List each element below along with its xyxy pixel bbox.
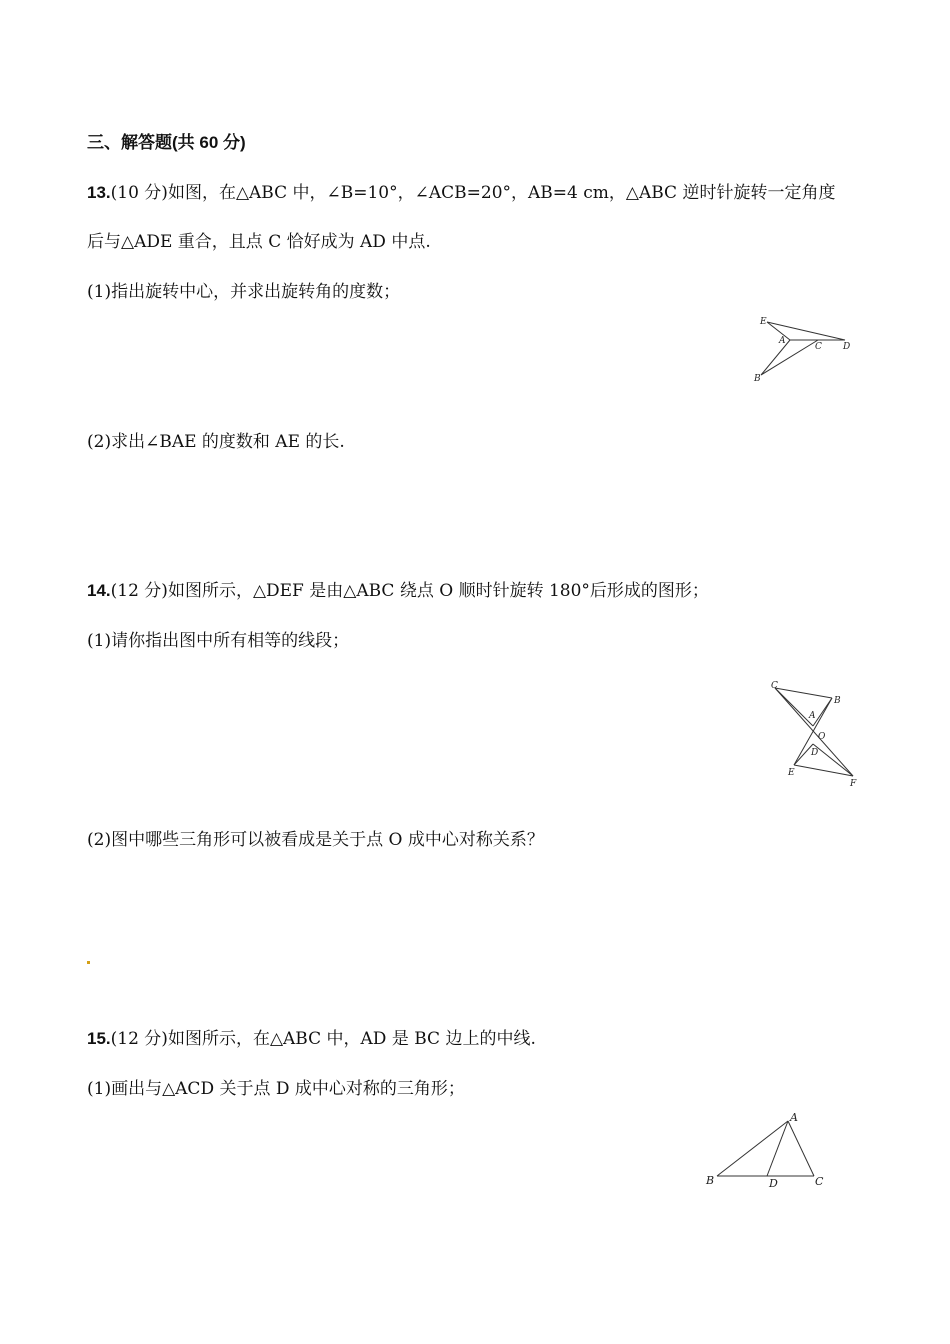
q14-part1: (1)请你指出图中所有相等的线段； bbox=[87, 631, 350, 651]
q15-label-b: B bbox=[706, 1174, 715, 1187]
q13-part1: (1)指出旋转中心，并求出旋转角的度数； bbox=[87, 282, 401, 302]
q13-stem-text: (10 分)如图，在△ABC 中，∠B=10°，∠ACB=20°，AB=4 cm，△ABC 逆时针旋转一定角度 bbox=[110, 183, 836, 203]
q13-figure bbox=[752, 312, 862, 388]
q13-label-b: B bbox=[754, 374, 761, 384]
q15-label-c: C bbox=[815, 1175, 824, 1188]
margin-marker bbox=[87, 961, 90, 964]
q14-label-a: A bbox=[809, 711, 816, 721]
q14-number: 14. bbox=[87, 581, 111, 600]
q13-label-d: D bbox=[843, 342, 851, 352]
q13-label-a: A bbox=[779, 336, 786, 346]
q14-figure bbox=[765, 676, 865, 790]
q15-label-a: A bbox=[790, 1111, 798, 1124]
q14-part2: (2)图中哪些三角形可以被看成是关于点 O 成中心对称关系？ bbox=[87, 830, 544, 850]
q14-label-c: C bbox=[771, 681, 778, 691]
q15-part1: (1)画出与△ACD 关于点 D 成中心对称的三角形； bbox=[87, 1079, 465, 1099]
q14-stem-text: (12 分)如图所示，△DEF 是由△ABC 绕点 O 顺时针旋转 180°后形成的图形； bbox=[110, 581, 709, 601]
q13-number: 13. bbox=[87, 183, 111, 202]
q14-label-e: E bbox=[788, 768, 795, 778]
q14-line1 bbox=[87, 579, 709, 603]
q15-label-d: D bbox=[769, 1177, 778, 1190]
q14-label-f: F bbox=[850, 779, 857, 789]
q13-label-c: C bbox=[815, 342, 822, 352]
q14-label-d: D bbox=[811, 748, 819, 758]
q15-figure bbox=[700, 1105, 840, 1195]
q14-label-o: O bbox=[818, 732, 826, 742]
section-heading: 三、解答题(共 60 分) bbox=[87, 133, 246, 152]
q13-part2: (2)求出∠BAE 的度数和 AE 的长. bbox=[87, 432, 345, 452]
q13-line2: 后与△ADE 重合，且点 C 恰好成为 AD 中点. bbox=[87, 232, 431, 252]
q15-line1 bbox=[87, 1027, 536, 1051]
q14-label-b: B bbox=[834, 696, 841, 706]
q13-line1 bbox=[87, 181, 835, 205]
q15-stem-text: (12 分)如图所示，在△ABC 中，AD 是 BC 边上的中线. bbox=[110, 1029, 536, 1049]
q15-number: 15. bbox=[87, 1029, 111, 1048]
q13-label-e: E bbox=[760, 317, 767, 327]
